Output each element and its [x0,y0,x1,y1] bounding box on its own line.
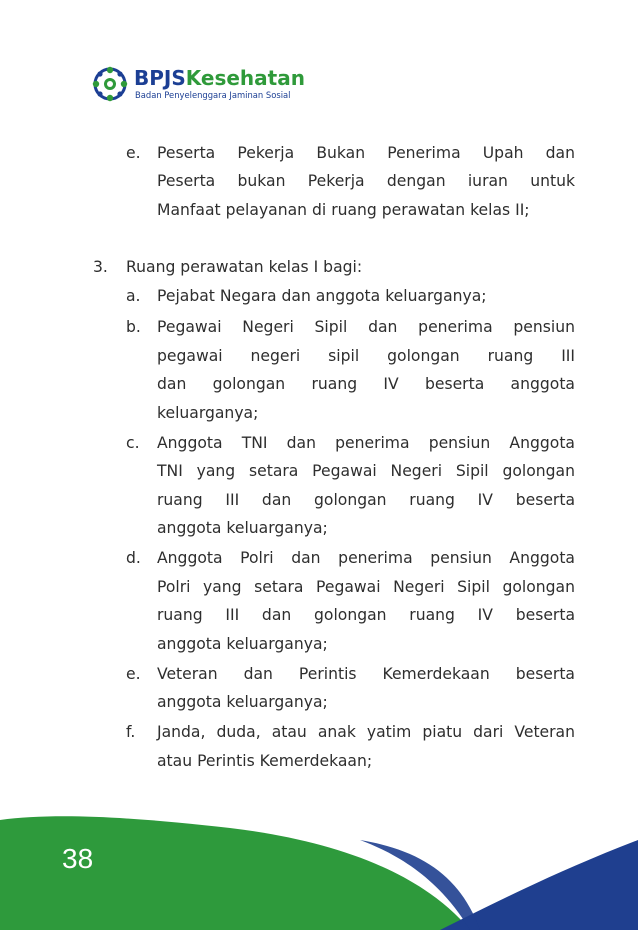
list-marker: b. [126,318,141,336]
list-marker: e. [126,144,141,162]
list-item-line: Peserta Pekerja Bukan Penerima Upah dan [157,144,575,162]
list-item-line: Anggota Polri dan penerima pensiun Anggota [157,549,575,567]
section-marker: 3. [93,258,108,276]
list-item-line: Veteran dan Perintis Kemerdekaan beserta [157,665,575,683]
brand-name-bpjs: BPJS [134,66,186,90]
brand-name [134,66,305,90]
list-marker: a. [126,287,141,305]
list-item-line: Anggota TNI dan penerima pensiun Anggota [157,434,575,452]
list-item-line: ruang III dan golongan ruang IV beserta [157,491,575,509]
list-item-line: ruang III dan golongan ruang IV beserta [157,606,575,624]
bpjs-logo-icon [92,66,128,102]
list-item-line: Manfaat pelayanan di ruang perawatan kelas II; [157,201,530,219]
section-title: Ruang perawatan kelas I bagi: [126,258,363,276]
list-item-line: anggota keluarganya; [157,519,328,537]
list-item-line: Pegawai Negeri Sipil dan penerima pensiun [157,318,575,336]
list-item-line: Polri yang setara Pegawai Negeri Sipil golongan [157,578,575,596]
brand-name-kesehatan: Kesehatan [185,66,305,90]
list-item-line: atau Perintis Kemerdekaan; [157,752,373,770]
brand-subtitle: Badan Penyelenggara Jaminan Sosial [135,90,291,100]
list-item-line: pegawai negeri sipil golongan ruang III [157,347,575,365]
list-marker: e. [126,665,141,683]
list-marker: c. [126,434,140,452]
list-item-line: anggota keluarganya; [157,635,328,653]
list-item-line: anggota keluarganya; [157,693,328,711]
list-item-line: Janda, duda, atau anak yatim piatu dari Veteran [157,723,575,741]
list-marker: f. [126,723,136,741]
list-item-line: Pejabat Negara dan anggota keluarganya; [157,287,487,305]
list-item-line: dan golongan ruang IV beserta anggota [157,375,575,393]
page-number: 38 [62,843,94,874]
list-item-line: TNI yang setara Pegawai Negeri Sipil golongan [157,462,575,480]
list-item-line: keluarganya; [157,404,259,422]
bpjs-logo [92,66,322,106]
list-item-line: Peserta bukan Pekerja dengan iuran untuk [157,172,575,190]
footer-wave [0,800,638,930]
list-marker: d. [126,549,141,567]
